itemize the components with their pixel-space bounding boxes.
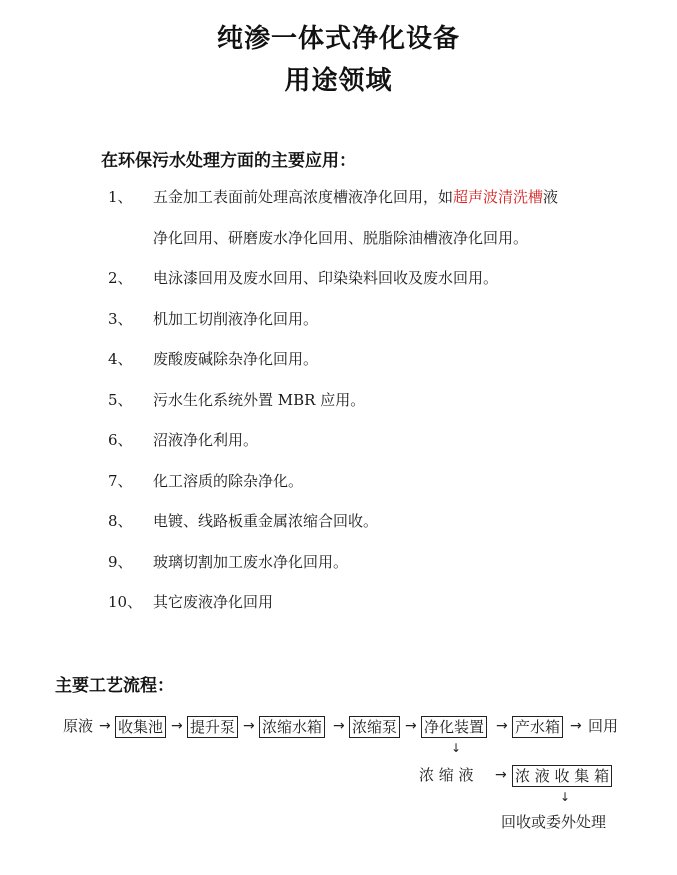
concentrate-label: 浓 缩 液 xyxy=(419,766,474,784)
concentrate-collection-tank-box: 浓 液 收 集 箱 xyxy=(512,765,612,787)
arrow-down-icon: ↓ xyxy=(560,790,571,804)
item-text: 机加工切削液净化回用。 xyxy=(153,310,319,328)
arrow-right-icon: → xyxy=(495,767,507,783)
page-subtitle: 用途领域 xyxy=(284,66,393,96)
item-number: 3、 xyxy=(108,310,133,328)
item-text: 电镀、线路板重金属浓缩合回收。 xyxy=(153,512,379,530)
collection-tank-box: 收集池 xyxy=(115,716,166,738)
arrow-right-icon: → xyxy=(405,718,417,734)
item-number: 7、 xyxy=(108,472,133,490)
item-number: 9、 xyxy=(108,553,133,571)
reuse-label: 回用 xyxy=(588,717,619,735)
item-number: 5、 xyxy=(108,391,133,409)
page-title: 纯渗一体式净化设备 xyxy=(216,24,460,54)
item-text: 其它废液净化回用 xyxy=(153,593,274,611)
concentrate-water-tank-box: 浓缩水箱 xyxy=(259,716,325,738)
item-text: 废酸废碱除杂净化回用。 xyxy=(153,350,319,368)
item-text: 化工溶质的除杂净化。 xyxy=(153,472,304,490)
item-text: 五金加工表面前处理高浓度槽液净化回用，如超声波清洗槽液 xyxy=(153,188,559,206)
product-water-tank-box: 产水箱 xyxy=(512,716,563,738)
arrow-right-icon: → xyxy=(243,718,255,734)
concentrate-pump-box: 浓缩泵 xyxy=(349,716,400,738)
arrow-right-icon: → xyxy=(496,718,508,734)
item-number: 2、 xyxy=(108,269,133,287)
arrow-right-icon: → xyxy=(171,718,183,734)
item-number: 6、 xyxy=(108,431,133,449)
arrow-down-icon: ↓ xyxy=(451,741,462,755)
item-number: 10、 xyxy=(108,593,143,611)
raw-liquid-label: 原液 xyxy=(63,717,94,735)
item-text: 电泳漆回用及废水回用、印染染料回收及废水回用。 xyxy=(153,269,499,287)
recycle-or-outsource-label: 回收或委外处理 xyxy=(501,813,607,831)
lift-pump-box: 提升泵 xyxy=(187,716,238,738)
applications-heading: 在环保污水处理方面的主要应用： xyxy=(101,151,356,171)
process-heading: 主要工艺流程： xyxy=(55,676,174,696)
highlight-text: 超声波清洗槽 xyxy=(453,188,544,206)
item-text: 玻璃切割加工废水净化回用。 xyxy=(153,553,349,571)
arrow-right-icon: → xyxy=(570,718,582,734)
item-number: 1、 xyxy=(108,188,133,206)
purification-device-box: 净化装置 xyxy=(421,716,487,738)
arrow-right-icon: → xyxy=(99,718,111,734)
item-text: 污水生化系统外置 MBR 应用。 xyxy=(153,391,366,409)
item-number: 8、 xyxy=(108,512,133,530)
item-text: 净化回用、研磨废水净化回用、脱脂除油槽液净化回用。 xyxy=(153,229,529,247)
arrow-right-icon: → xyxy=(333,718,345,734)
item-number: 4、 xyxy=(108,350,133,368)
item-text: 沼液净化利用。 xyxy=(153,431,259,449)
